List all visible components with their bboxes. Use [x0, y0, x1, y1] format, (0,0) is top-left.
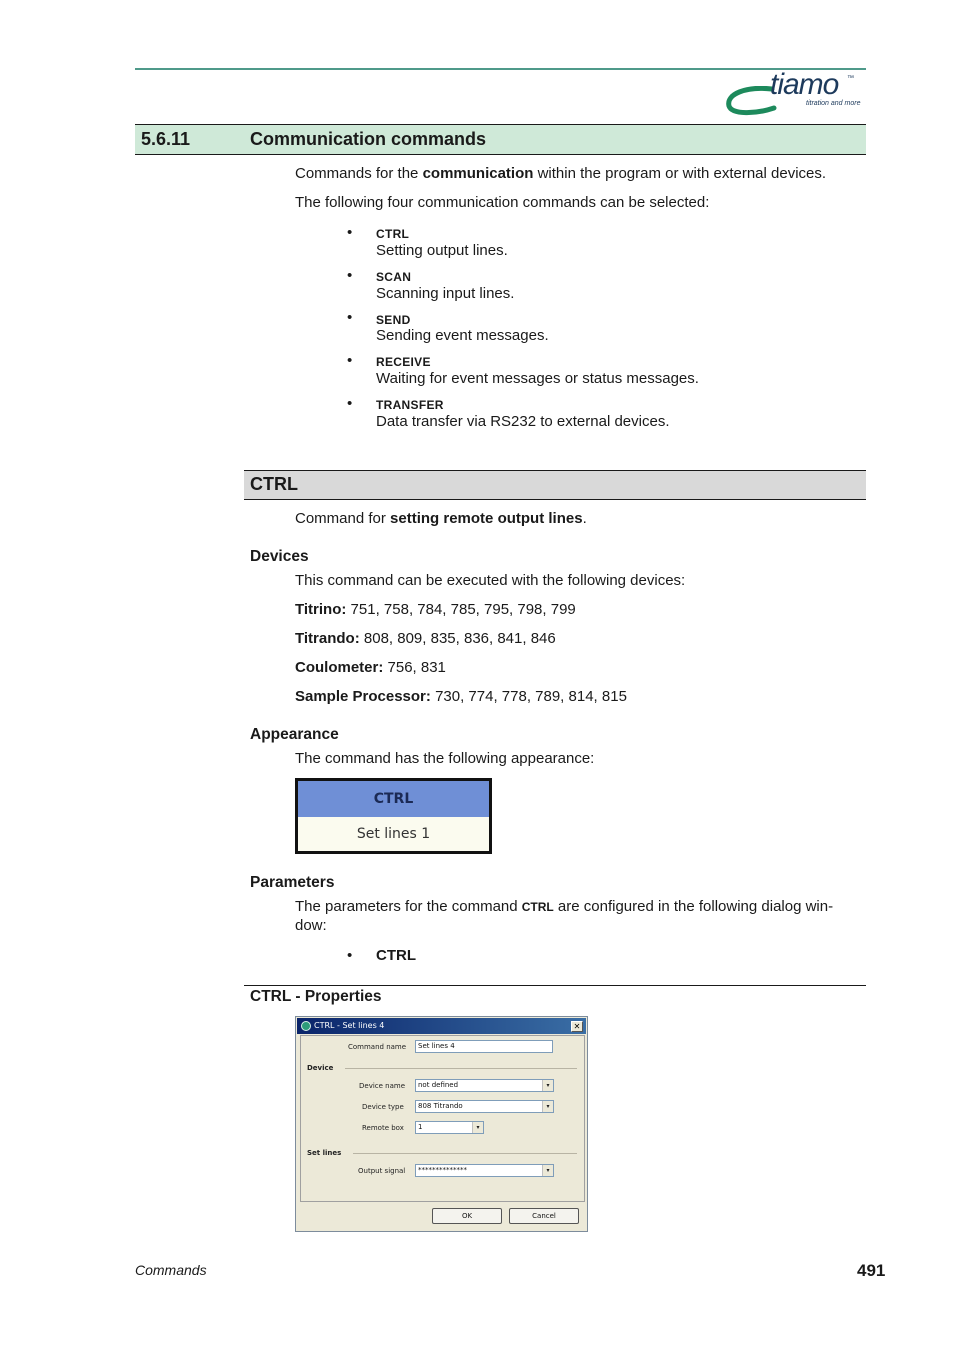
ctrl-title: CTRL [250, 474, 298, 494]
command-desc-send: Sending event messages. [376, 327, 549, 344]
bullet: • [347, 395, 353, 412]
device-group-label: Device [307, 1064, 334, 1072]
section-number: 5.6.11 [141, 129, 191, 149]
tiamo-logo [726, 68, 866, 118]
page-number: 491 [857, 1261, 886, 1280]
command-desc-ctrl: Setting output lines. [376, 242, 508, 259]
devices-heading: Devices [250, 548, 309, 565]
chevron-down-icon[interactable]: ▾ [542, 1080, 553, 1091]
ok-button[interactable]: OK [432, 1208, 502, 1224]
command-appearance-box [295, 778, 492, 854]
command-desc-receive: Waiting for event messages or status messages. [376, 370, 699, 387]
cancel-button[interactable]: Cancel [509, 1208, 579, 1224]
dialog-titlebar [297, 1018, 586, 1034]
parameters-intro-line2: dow: [295, 917, 327, 934]
devices-row-coulometer: Coulometer: 756, 831 [295, 659, 446, 676]
footer-chapter: Commands [135, 1262, 207, 1278]
command-desc-scan: Scanning input lines. [376, 285, 515, 302]
bullet: • [347, 309, 353, 326]
properties-heading: CTRL - Properties [250, 988, 382, 1005]
command-name-send: SEND [376, 313, 411, 327]
ctrl-intro: Command for setting remote output lines. [295, 510, 587, 527]
chevron-down-icon[interactable]: ▾ [542, 1165, 553, 1176]
chevron-down-icon[interactable]: ▾ [472, 1122, 483, 1133]
command-box-title: CTRL [298, 781, 489, 817]
device-name-label: Device name [359, 1082, 406, 1090]
dialog-title: CTRL - Set lines 4 [314, 1021, 385, 1030]
device-type-label: Device type [362, 1103, 404, 1111]
remote-box-select[interactable]: 1 ▾ [415, 1121, 484, 1134]
tiamo-app-icon [301, 1021, 311, 1031]
device-type-select[interactable]: 808 Titrando ▾ [415, 1100, 554, 1113]
command-name-field[interactable]: Set lines 4 [415, 1040, 553, 1053]
command-name-ctrl: CTRL [376, 227, 410, 241]
section-header [135, 124, 866, 155]
appearance-heading: Appearance [250, 726, 339, 743]
command-desc-transfer: Data transfer via RS232 to external devices. [376, 413, 670, 430]
devices-intro: This command can be executed with the following devices: [295, 572, 686, 589]
device-name-select[interactable]: not defined ▾ [415, 1079, 554, 1092]
bullet: • [347, 224, 353, 241]
command-box-text: Set lines 1 [298, 817, 489, 851]
parameters-heading: Parameters [250, 874, 335, 891]
parameters-link-ctrl[interactable]: CTRL [376, 947, 416, 964]
properties-rule [244, 985, 866, 986]
section-title: Communication commands [250, 129, 487, 149]
devices-row-titrino: Titrino: 751, 758, 784, 785, 795, 798, 799 [295, 601, 576, 618]
ctrl-properties-dialog [295, 1016, 588, 1232]
chevron-down-icon[interactable]: ▾ [542, 1101, 553, 1112]
command-name-scan: SCAN [376, 270, 412, 284]
command-name-label: Command name [348, 1043, 407, 1051]
bullet: • [347, 352, 353, 369]
appearance-intro: The command has the following appearance: [295, 750, 595, 767]
header-rule [135, 68, 866, 70]
remote-box-label: Remote box [362, 1124, 404, 1132]
device-group-divider [345, 1068, 577, 1069]
bullet: • [347, 947, 353, 964]
bullet: • [347, 267, 353, 284]
section-intro-2: The following four communication commands can be selected: [295, 194, 710, 211]
set-lines-group-label: Set lines [307, 1149, 342, 1157]
devices-row-titrando: Titrando: 808, 809, 835, 836, 841, 846 [295, 630, 556, 647]
logo-word: tiamo [770, 68, 839, 101]
devices-row-sample-processor: Sample Processor: 730, 774, 778, 789, 814, 815 [295, 688, 627, 705]
parameters-intro: The parameters for the command CTRL are configured in the following dialog win- [295, 898, 834, 915]
command-name-receive: RECEIVE [376, 355, 431, 369]
close-icon[interactable]: ✕ [571, 1021, 583, 1032]
output-signal-label: Output signal [358, 1167, 406, 1175]
ctrl-header [244, 470, 866, 500]
command-name-transfer: TRANSFER [376, 398, 444, 412]
output-signal-select[interactable]: ************** ▾ [415, 1164, 554, 1177]
dialog-panel [300, 1035, 585, 1202]
set-lines-group-divider [353, 1153, 577, 1154]
logo-tagline: titration and more [806, 100, 861, 107]
section-intro: Commands for the communication within the program or with external devices. [295, 165, 827, 182]
logo-trademark: ™ [847, 75, 854, 82]
